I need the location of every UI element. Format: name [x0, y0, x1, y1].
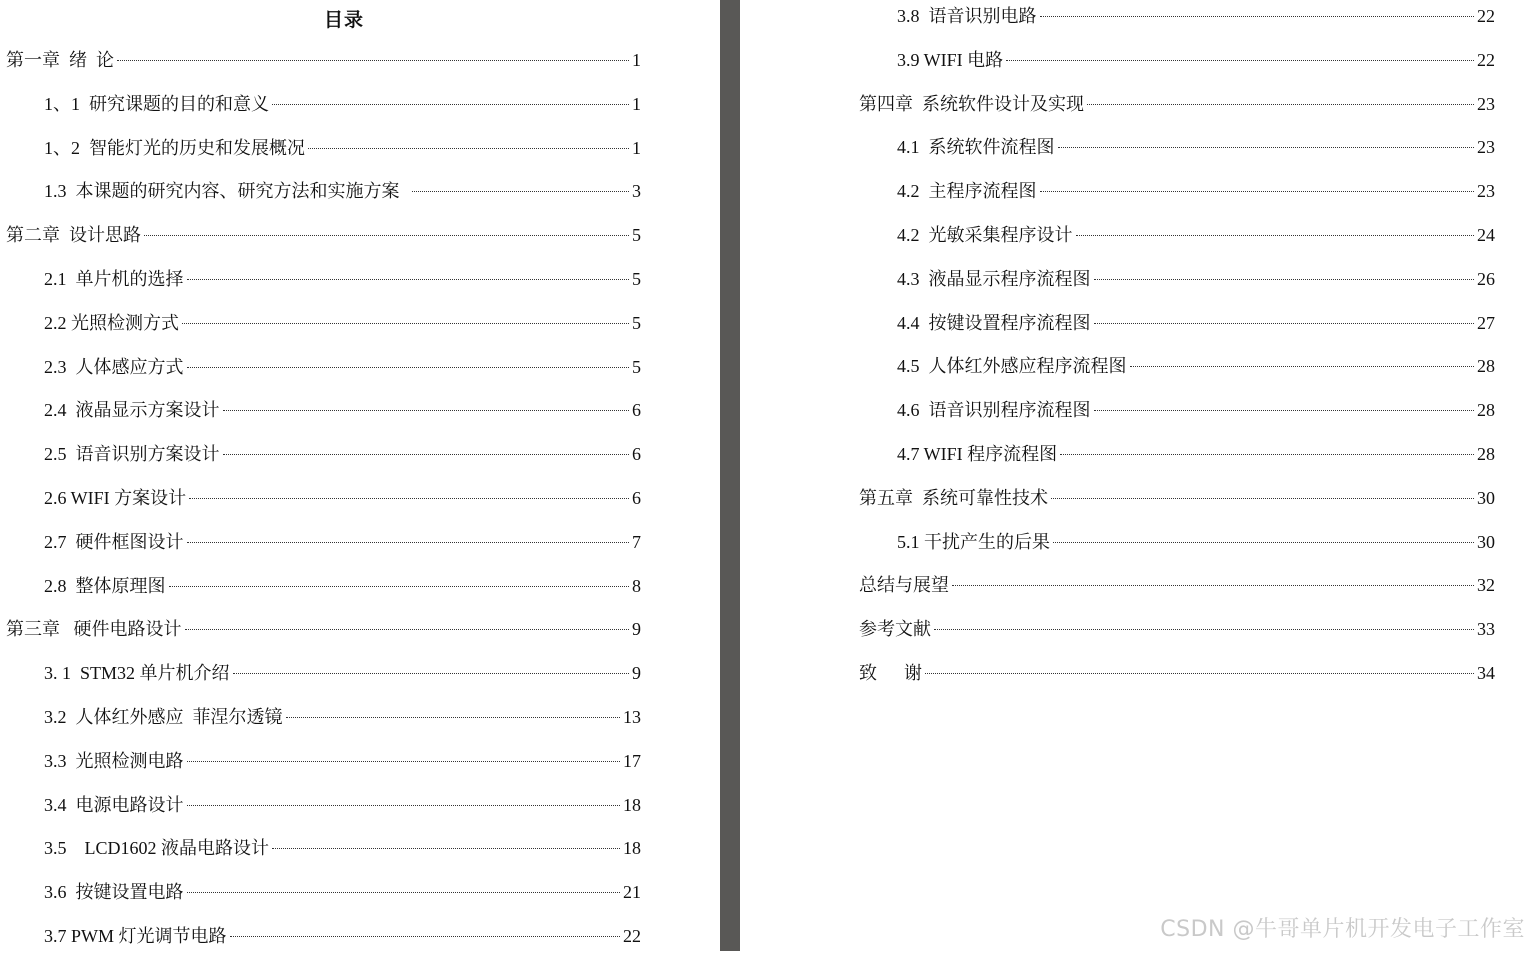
toc-entry[interactable]: [6, 827, 641, 871]
toc-entry-page: 13: [623, 706, 641, 727]
toc-entry-title: 3.3 光照检测电路: [44, 750, 184, 771]
dot-leader: [189, 497, 629, 499]
left-page: [0, 0, 720, 951]
toc-entry-page: 34: [1477, 662, 1495, 683]
toc-entry-page: 6: [632, 444, 641, 465]
dot-leader: [1094, 322, 1475, 324]
toc-entry-title: 3.8 语音识别电路: [897, 6, 1037, 26]
toc-entry-title: 3.6 按键设置电路: [44, 882, 184, 903]
toc-entry[interactable]: [6, 521, 641, 565]
toc-entry-page: 9: [632, 619, 641, 640]
toc-entry-title: 2.7 硬件框图设计: [44, 531, 184, 552]
toc-entry[interactable]: [859, 83, 1495, 127]
dot-leader: [1130, 365, 1475, 367]
toc-entry[interactable]: [6, 477, 641, 521]
toc-entry-page: 18: [623, 838, 641, 859]
toc-entry-title: 参考文献: [859, 619, 931, 640]
dot-leader: [272, 847, 620, 849]
toc-entry-page: 5: [632, 225, 641, 246]
toc-entry[interactable]: [859, 608, 1495, 652]
toc-entry-title: 3.9 WIFI 电路: [897, 49, 1004, 70]
dot-leader: [934, 628, 1474, 630]
dot-leader: [1040, 190, 1475, 192]
toc-entry-title: 5.1 干扰产生的后果: [897, 531, 1050, 552]
toc-entry[interactable]: [859, 302, 1495, 346]
dot-leader: [144, 234, 629, 236]
toc-entry-title: 4.4 按键设置程序流程图: [897, 312, 1091, 333]
toc-entry-page: 5: [632, 312, 641, 333]
toc-entry[interactable]: [859, 345, 1495, 389]
toc-entry-title: 2.3 人体感应方式: [44, 356, 184, 377]
toc-entry-title: 3.5 LCD1602 液晶电路设计: [44, 838, 269, 859]
toc-entry-page: 1: [632, 93, 641, 114]
dot-leader: [187, 541, 630, 543]
toc-entry-page: 6: [632, 400, 641, 421]
toc-entry-page: 9: [632, 663, 641, 684]
toc-entry[interactable]: [859, 0, 1495, 39]
toc-entry[interactable]: [6, 696, 641, 740]
toc-entry-page: 28: [1477, 356, 1495, 377]
dot-leader: [1094, 278, 1475, 280]
toc-entry-page: 33: [1477, 619, 1495, 640]
toc-entry-title: 2.6 WIFI 方案设计: [44, 487, 187, 508]
toc-entry-page: 5: [632, 268, 641, 289]
toc-entry-title: 2.5 语音识别方案设计: [44, 444, 220, 465]
toc-entry[interactable]: [6, 214, 641, 258]
dot-leader: [1087, 103, 1474, 105]
toc-entry[interactable]: [6, 784, 641, 828]
dot-leader: [187, 278, 630, 280]
dot-leader: [1051, 497, 1474, 499]
toc-entry-page: 22: [1477, 49, 1495, 70]
toc-entry[interactable]: [6, 389, 641, 433]
toc-entry-title: 第三章 硬件电路设计: [6, 619, 182, 640]
toc-entry-page: 23: [1477, 93, 1495, 114]
toc-entry-page: 22: [1477, 6, 1495, 26]
toc-entry-page: 30: [1477, 487, 1495, 508]
toc-entry[interactable]: [859, 564, 1495, 608]
toc-entry-page: 5: [632, 356, 641, 377]
dot-leader: [1040, 15, 1475, 17]
toc-entry[interactable]: [859, 258, 1495, 302]
toc-entry-title: 1、1 研究课题的目的和意义: [44, 93, 269, 114]
dot-leader: [1060, 453, 1474, 455]
toc-entry[interactable]: [859, 652, 1495, 696]
dot-leader: [187, 760, 621, 762]
toc-entry-page: 1: [632, 137, 641, 158]
toc-entry-page: 32: [1477, 575, 1495, 596]
toc-entry-title: 4.2 主程序流程图: [897, 181, 1037, 202]
toc-entry[interactable]: [6, 740, 641, 784]
toc-entry[interactable]: [6, 83, 641, 127]
toc-entry[interactable]: [859, 433, 1495, 477]
toc-entry-title: 3.4 电源电路设计: [44, 794, 184, 815]
toc-entry-page: 24: [1477, 224, 1495, 245]
page-gutter: [720, 0, 740, 951]
dot-leader: [1076, 234, 1475, 236]
dot-leader: [1006, 59, 1474, 61]
dot-leader: [272, 103, 629, 105]
toc-entry[interactable]: [6, 608, 641, 652]
toc-entry-page: 3: [632, 181, 641, 202]
toc-entry[interactable]: [859, 477, 1495, 521]
dot-leader: [952, 584, 1474, 586]
dot-leader: [925, 672, 1474, 674]
toc-entry-title: 3. 1 STM32 单片机介绍: [44, 663, 230, 684]
toc-entry-page: 23: [1477, 137, 1495, 158]
toc-entry-page: 26: [1477, 268, 1495, 289]
toc-entry[interactable]: [859, 126, 1495, 170]
toc-entry-title: 4.2 光敏采集程序设计: [897, 224, 1073, 245]
toc-entry[interactable]: [859, 214, 1495, 258]
toc-entry-page: 21: [623, 882, 641, 903]
toc-entry-title: 2.1 单片机的选择: [44, 268, 184, 289]
toc-entry-page: 7: [632, 531, 641, 552]
toc-entry-page: 18: [623, 794, 641, 815]
toc-entry[interactable]: [6, 170, 641, 214]
toc-entry[interactable]: [6, 915, 641, 959]
toc-entry-page: 8: [632, 575, 641, 596]
toc-entry[interactable]: [6, 127, 641, 171]
dot-leader: [182, 322, 629, 324]
toc-entry-page: 30: [1477, 531, 1495, 552]
dot-leader: [223, 409, 630, 411]
dot-leader: [412, 190, 630, 192]
toc-entry-title: 4.3 液晶显示程序流程图: [897, 268, 1091, 289]
dot-leader: [187, 891, 621, 893]
toc-entry-page: 6: [632, 487, 641, 508]
dot-leader: [233, 672, 629, 674]
toc-entry-page: 1: [632, 50, 641, 70]
toc-entry-title: 2.2 光照检测方式: [44, 312, 179, 333]
toc-entry[interactable]: [859, 521, 1495, 565]
toc-entry-page: 17: [623, 750, 641, 771]
toc-entry-title: 总结与展望: [859, 575, 949, 596]
toc-entry[interactable]: [6, 433, 641, 477]
toc-entry-title: 3.7 PWM 灯光调节电路: [44, 925, 227, 946]
toc-entry-title: 4.5 人体红外感应程序流程图: [897, 356, 1127, 377]
dot-leader: [286, 716, 621, 718]
toc-entry-title: 4.7 WIFI 程序流程图: [897, 443, 1058, 464]
toc-entry-page: 27: [1477, 312, 1495, 333]
toc-entry-title: 致 谢: [859, 662, 922, 683]
toc-entry[interactable]: [6, 871, 641, 915]
toc-entry[interactable]: [6, 39, 641, 83]
toc-entry-title: 第五章 系统可靠性技术: [859, 487, 1048, 508]
watermark: CSDN @牛哥单片机开发电子工作室: [1160, 917, 1525, 942]
dot-leader: [308, 147, 629, 149]
toc-list-right: [859, 0, 1495, 696]
dot-leader: [1094, 409, 1475, 411]
dot-leader: [187, 366, 630, 368]
toc-entry-title: 3.2 人体红外感应 菲涅尔透镜: [44, 706, 283, 727]
toc-entry-title: 1.3 本课题的研究内容、研究方法和实施方案: [44, 181, 409, 202]
dot-leader: [1053, 541, 1474, 543]
toc-entry-title: 4.1 系统软件流程图: [897, 137, 1055, 158]
toc-entry[interactable]: [859, 39, 1495, 83]
toc-entry-page: 22: [623, 925, 641, 946]
toc-entry-title: 2.8 整体原理图: [44, 575, 166, 596]
toc-entry-title: 第一章 绪 论: [6, 50, 114, 70]
toc-entry[interactable]: [6, 346, 641, 390]
toc-entry[interactable]: [6, 302, 641, 346]
toc-entry-title: 4.6 语音识别程序流程图: [897, 400, 1091, 421]
dot-leader: [185, 628, 630, 630]
dot-leader: [169, 585, 630, 587]
dot-leader: [117, 59, 629, 61]
dot-leader: [1058, 146, 1475, 148]
dot-leader: [230, 935, 620, 937]
toc-entry-title: 2.4 液晶显示方案设计: [44, 400, 220, 421]
toc-entry[interactable]: [859, 170, 1495, 214]
toc-list-left: [6, 39, 641, 959]
toc-entry-page: 23: [1477, 181, 1495, 202]
toc-entry-page: 28: [1477, 400, 1495, 421]
toc-entry-title: 第二章 设计思路: [6, 225, 141, 246]
dot-leader: [223, 453, 630, 455]
dot-leader: [187, 804, 621, 806]
right-page: [740, 0, 1531, 951]
toc-entry-page: 28: [1477, 443, 1495, 464]
toc-entry[interactable]: [6, 258, 641, 302]
toc-entry-title: 第四章 系统软件设计及实现: [859, 93, 1084, 114]
toc-entry[interactable]: [859, 389, 1495, 433]
toc-entry[interactable]: [6, 652, 641, 696]
toc-entry-title: 1、2 智能灯光的历史和发展概况: [44, 137, 305, 158]
toc-title: 目录: [323, 10, 364, 31]
toc-entry[interactable]: [6, 565, 641, 609]
